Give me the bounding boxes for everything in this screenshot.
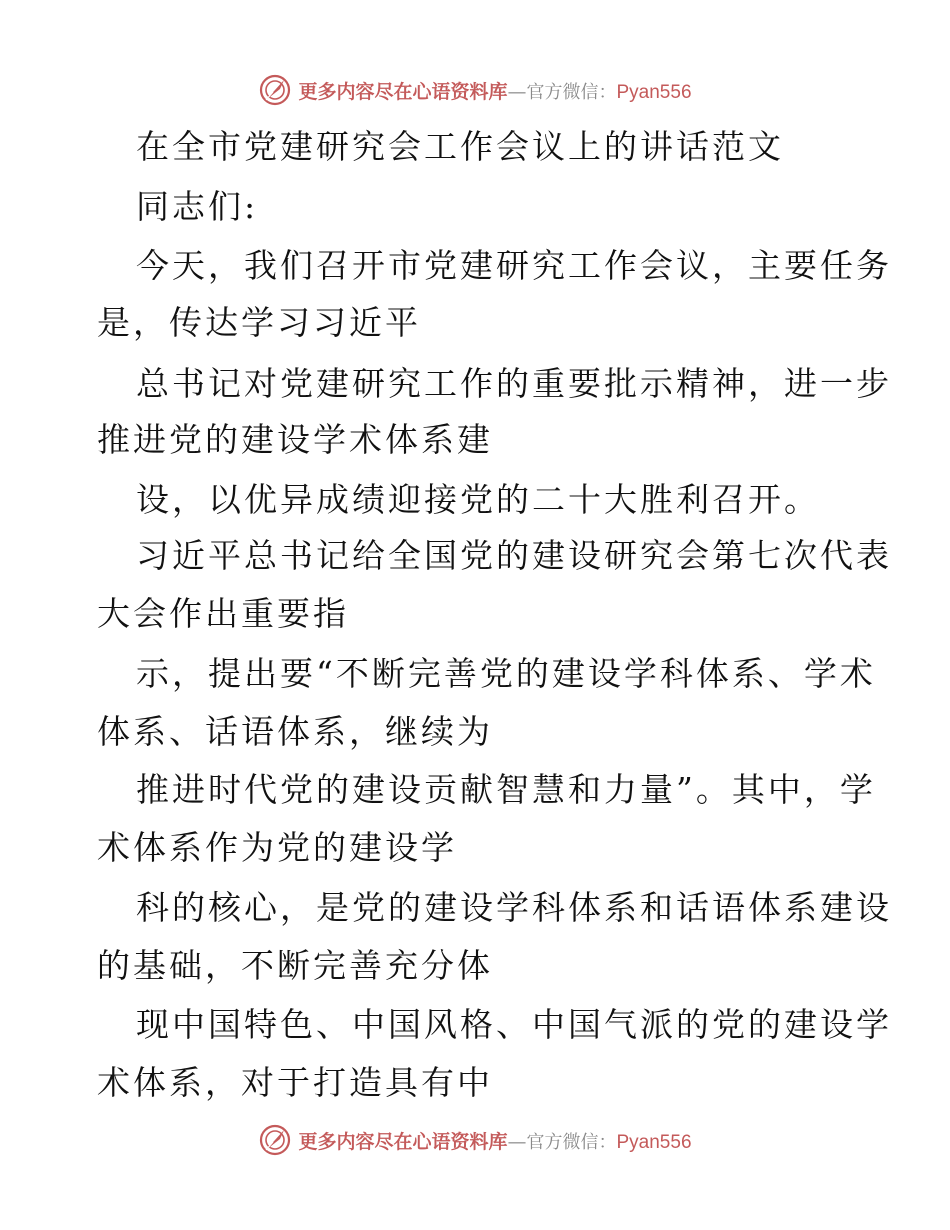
watermark-wechat-id: Pyan556 bbox=[616, 81, 692, 103]
paragraph-line: 习近平总书记给全国党的建设研究会第七次代表 bbox=[136, 536, 892, 575]
watermark-separator: — bbox=[507, 80, 527, 103]
paragraph-line: 是，传达学习习近平 bbox=[97, 303, 421, 342]
paragraph-line: 推进党的建设学术体系建 bbox=[97, 420, 493, 459]
quill-logo-icon bbox=[258, 73, 292, 107]
paragraph-line: 示，提出要“不断完善党的建设学科体系、学术 bbox=[136, 654, 876, 693]
document-title: 在全市党建研究会工作会议上的讲话范文 bbox=[136, 127, 784, 166]
footer-watermark bbox=[0, 1120, 950, 1160]
watermark-separator: — bbox=[507, 1130, 527, 1153]
watermark-label: 官方微信： bbox=[526, 1131, 617, 1153]
paragraph-line: 推进时代党的建设贡献智慧和力量”。其中，学 bbox=[136, 770, 876, 809]
paragraph-line: 科的核心，是党的建设学科体系和话语体系建设 bbox=[136, 888, 892, 927]
header-watermark bbox=[0, 70, 950, 110]
watermark-text bbox=[298, 77, 691, 104]
paragraph-line: 现中国特色、中国风格、中国气派的党的建设学 bbox=[136, 1005, 892, 1044]
paragraph-line: 大会作出重要指 bbox=[97, 594, 349, 633]
paragraph-line: 术体系，对于打造具有中 bbox=[97, 1063, 493, 1102]
watermark-label: 官方微信： bbox=[526, 81, 617, 103]
paragraph-line: 总书记对党建研究工作的重要批示精神，进一步 bbox=[136, 364, 892, 403]
paragraph-line: 体系、话语体系，继续为 bbox=[97, 712, 493, 751]
salutation: 同志们: bbox=[136, 187, 259, 226]
watermark-wechat-id: Pyan556 bbox=[616, 1131, 692, 1153]
paragraph-line: 术体系作为党的建设学 bbox=[97, 828, 457, 867]
quill-logo-icon bbox=[258, 1123, 292, 1157]
watermark-brand: 更多内容尽在心语资料库 bbox=[298, 80, 508, 103]
watermark-brand: 更多内容尽在心语资料库 bbox=[298, 1130, 508, 1153]
paragraph-line: 的基础，不断完善充分体 bbox=[97, 946, 493, 985]
paragraph-line: 设，以优异成绩迎接党的二十大胜利召开。 bbox=[136, 480, 820, 519]
paragraph-line: 今天，我们召开市党建研究工作会议，主要任务 bbox=[136, 246, 892, 285]
watermark-text bbox=[298, 1127, 691, 1154]
